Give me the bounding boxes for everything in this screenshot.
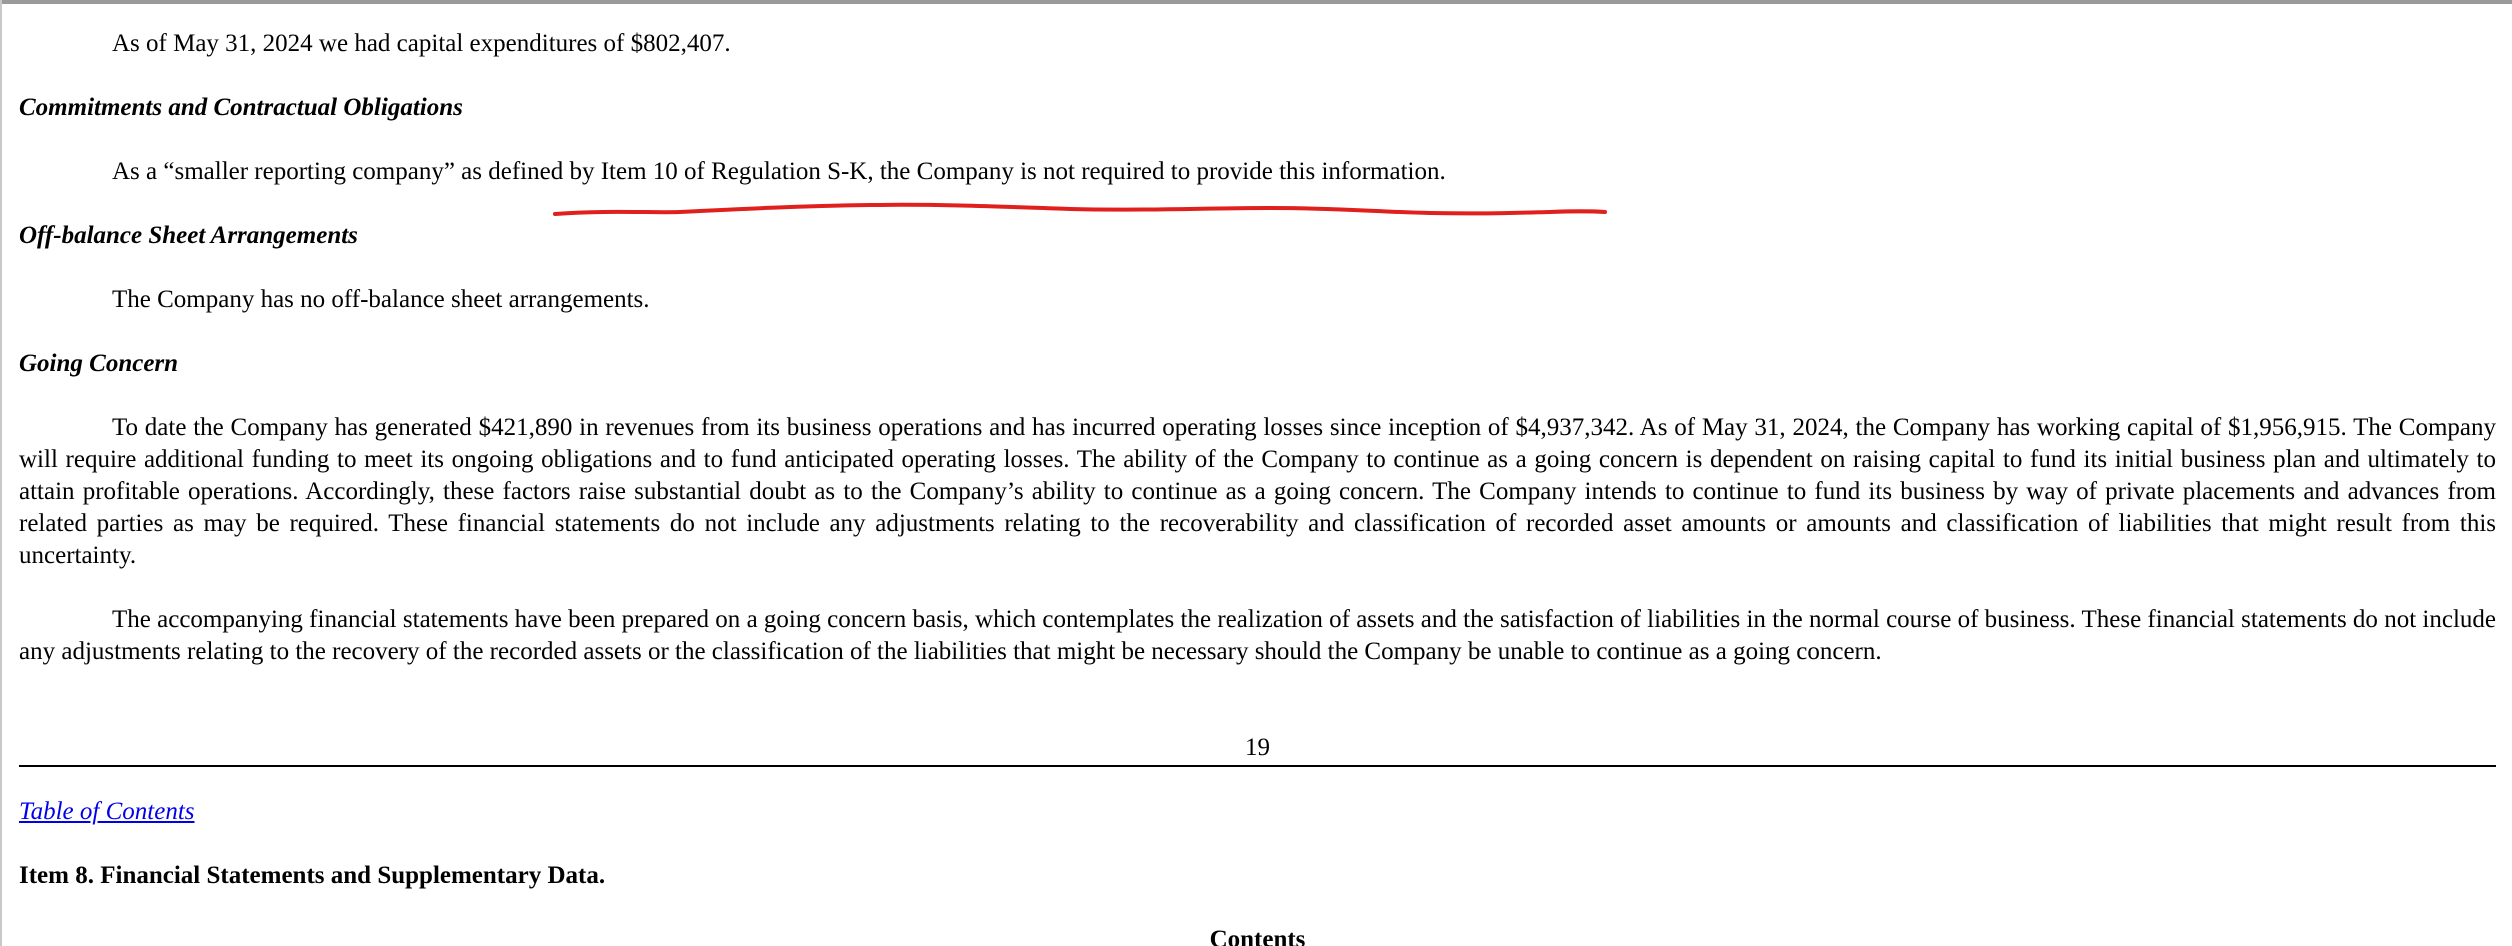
going-concern-heading: Going Concern	[19, 350, 179, 377]
table-of-contents-link[interactable]: Table of Contents	[19, 798, 195, 825]
offbalance-paragraph: The Company has no off-balance sheet arrangements.	[112, 286, 650, 313]
capex-paragraph: As of May 31, 2024 we had capital expenditures of $802,407.	[112, 30, 731, 57]
commitments-heading: Commitments and Contractual Obligations	[19, 94, 463, 121]
document-body	[19, 28, 2496, 946]
contents-heading: Contents	[1209, 926, 1306, 946]
going-concern-paragraph-2: The accompanying financial statements have been prepared on a going concern basis, which contemplates the realization of assets and the satisfaction of liabilities in the normal course of business. These financial statements do not include any adjustments relating to the recovery of the recorded assets or the classification of the liabilities that might be necessary should the Company be unable to continue as a going concern.	[19, 606, 2496, 665]
window-top-border	[0, 0, 2512, 4]
page-number: 19	[1245, 734, 1270, 761]
offbalance-heading: Off-balance Sheet Arrangements	[19, 222, 358, 249]
toc-line	[19, 796, 2496, 828]
going-concern-paragraph-1: To date the Company has generated $421,890 in revenues from its business operations and has incurred operating losses since inception of $4,937,342. As of May 31, 2024, the Company has working capital of $1,956,915. The Company will require additional funding to meet its ongoing obligations and to fund anticipated operating losses. The ability of the Company to continue as a going concern is dependent on raising capital to fund its initial business plan and ultimately to attain profitable operations. Accordingly, these factors raise substantial doubt as to the Company’s ability to continue as a going concern. The Company intends to continue to fund its business by way of private placements and advances from related parties as may be required. These financial statements do not include any adjustments relating to the recoverability and classification of recorded asset amounts or amounts and classification of liabilities that might result from this uncertainty.	[19, 414, 2496, 569]
window-left-border	[0, 0, 2, 946]
item8-heading: Item 8. Financial Statements and Supplementary Data.	[19, 862, 606, 889]
commitments-paragraph: As a “smaller reporting company” as defined by Item 10 of Regulation S-K, the Company is not required to provide this information.	[112, 158, 1446, 185]
